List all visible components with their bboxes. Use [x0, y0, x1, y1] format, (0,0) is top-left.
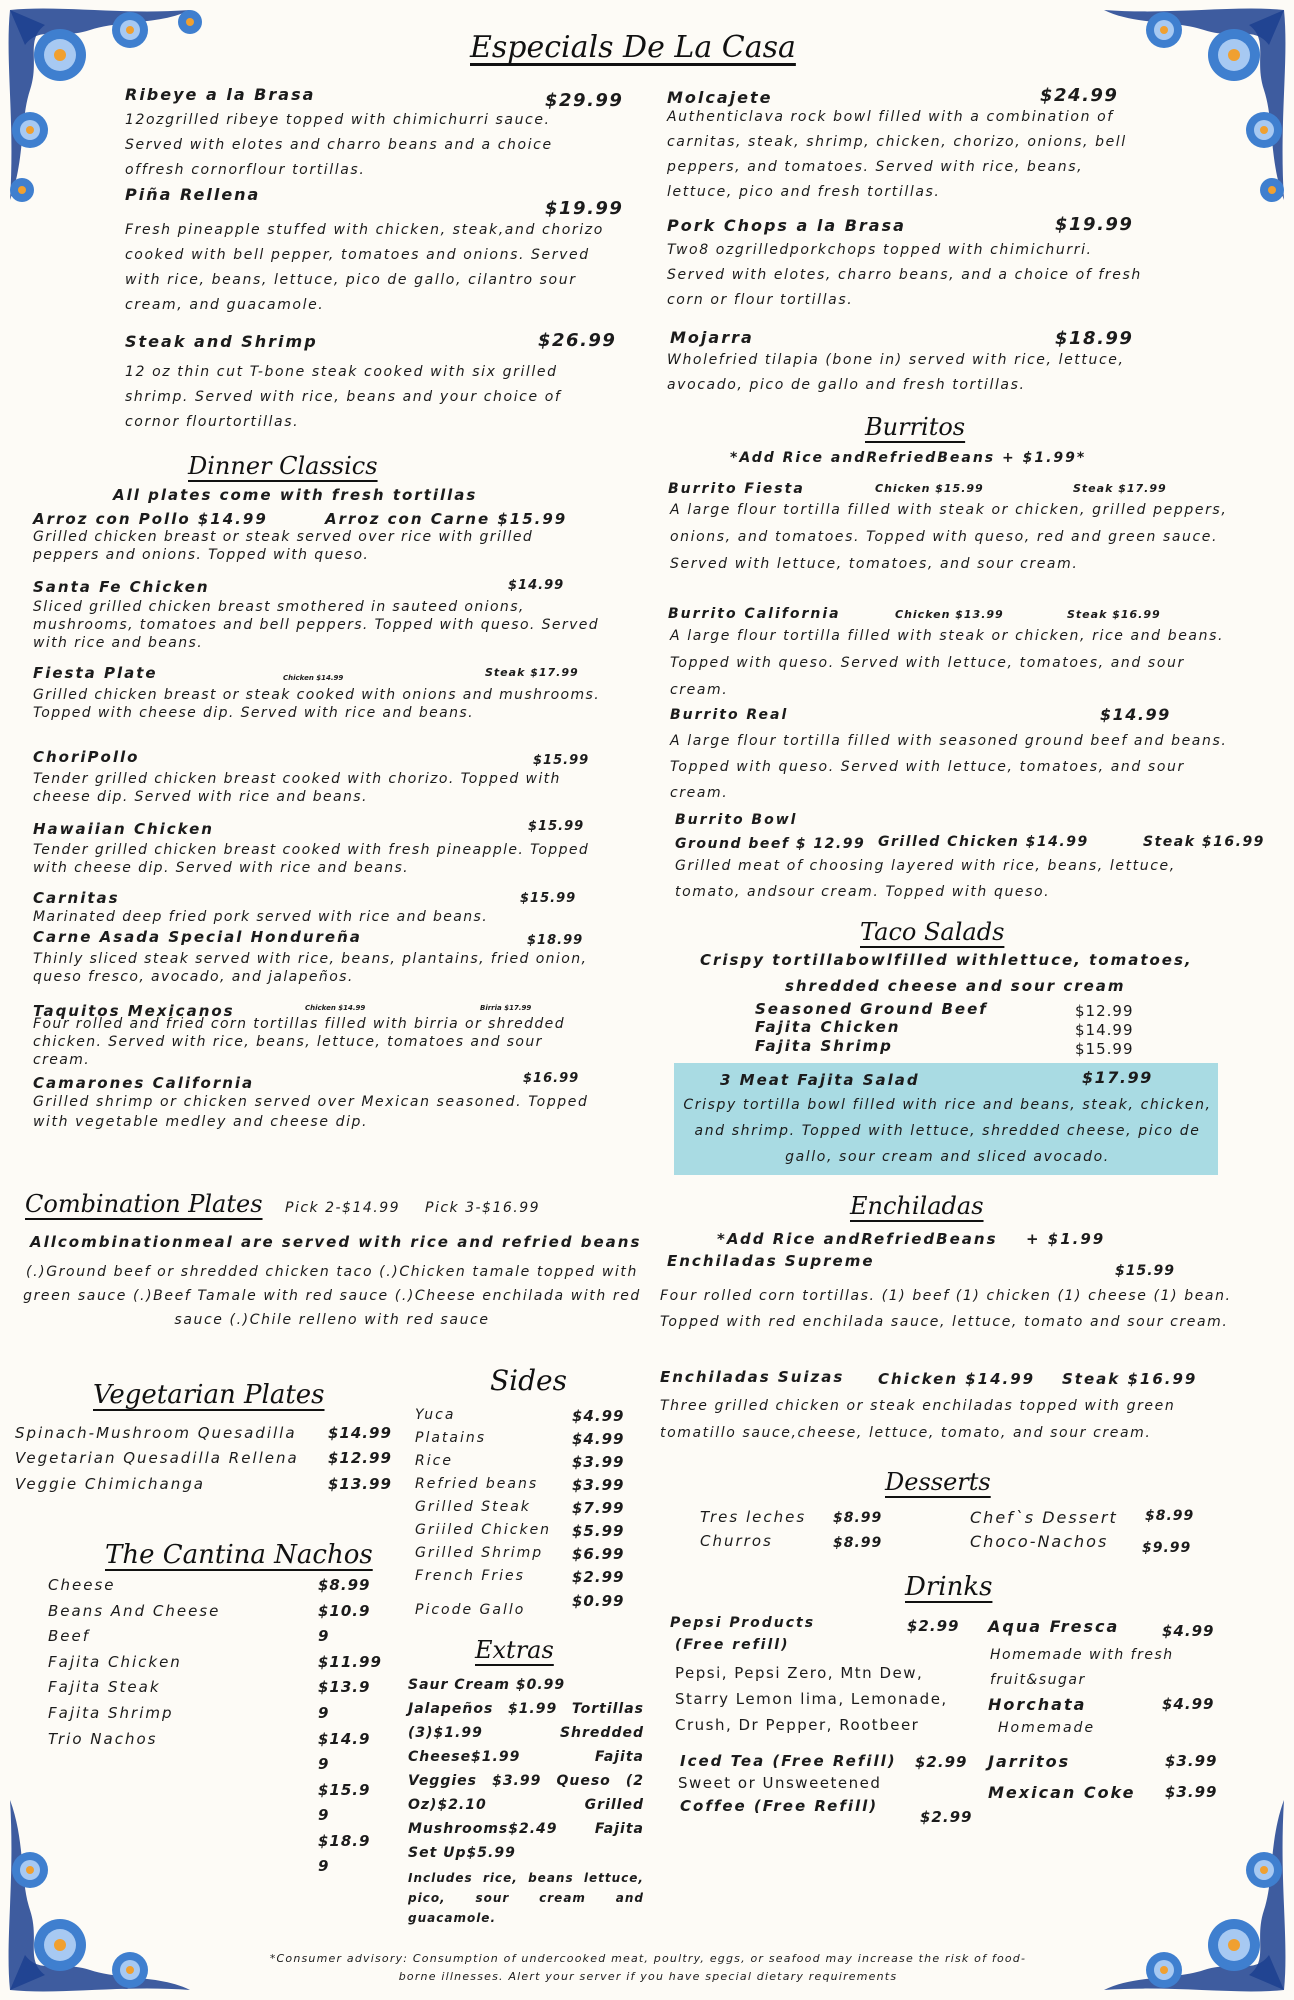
nachos-item-0-name: Cheese: [48, 1576, 116, 1594]
santa-fe-price: $14.99: [508, 578, 565, 593]
santa-fe-desc: Sliced grilled chicken breast smothered in sauteed onions, mushrooms, tomatoes and bell peppers. Topped with queso. Served with rice and beans.: [33, 599, 600, 651]
enchiladas-suizas-name: Enchiladas Suizas: [660, 1368, 845, 1386]
drink-horchata-price: $4.99: [1162, 1695, 1215, 1713]
enchiladas-supreme-name: Enchiladas Supreme: [667, 1252, 875, 1270]
consumer-advisory: *Consumer advisory: Consumption of undercooked meat, poultry, eggs, or seafood may increase the risk of food-borne illnesses. Alert your server if you have special dietary requirements: [269, 1952, 1027, 1983]
burrito-california-desc: A large flour tortilla filled with steak or chicken, rice and beans. Topped with queso. Served with lettuce, tomatoes, and sour cream.: [670, 628, 1225, 698]
taquitos-desc: Four rolled and fried corn tortillas filled with birria or shredded chicken. Served with rice, beans, lettuce, tomatoes and sour cream.: [33, 1016, 565, 1068]
ribeye-desc: 12ozgrilled ribeye topped with chimichurri sauce. Served with elotes and charro beans and a choice offresh cornorflour tortillas.: [125, 112, 553, 178]
burrito-fiesta-desc: A large flour tortilla filled with steak or chicken, grilled peppers, onions, and tomatoes. Topped with queso, red and green sauce. Served with lettuce, tomatoes, and sour cream.: [670, 502, 1228, 572]
taco-item-2-name: Fajita Shrimp: [755, 1037, 893, 1055]
drink-iced-tea-sub: Sweet or Unsweetened: [678, 1774, 882, 1792]
nachos-overflow-2: 9: [318, 1806, 330, 1824]
drink-horchata-sub: Homemade: [998, 1720, 1096, 1736]
dessert-item-3-name: Choco-Nachos: [970, 1532, 1109, 1551]
dessert-item-0-name: Tres leches: [700, 1508, 807, 1526]
side-item-6-name: Grilled Shrimp: [415, 1545, 544, 1561]
side-item-2-name: Rice: [415, 1453, 453, 1469]
fiesta-plate-name: Fiesta Plate: [33, 664, 158, 682]
burrito-california-steak: Steak $16.99: [1067, 608, 1161, 621]
combination-title: Combination Plates: [25, 1190, 263, 1218]
extras-line-3: Cheese$1.99 Fajita: [408, 1749, 644, 1765]
carnitas-price: $15.99: [520, 891, 577, 906]
pork-chops-price: $19.99: [1055, 214, 1134, 235]
taco-salads-desc2: shredded cheese and sour cream: [785, 977, 1126, 995]
carnitas-desc: Marinated deep fried pork served with rice and beans.: [33, 909, 489, 925]
arroz-carne: Arroz con Carne $15.99: [325, 510, 568, 528]
veg-item-1-name: Vegetarian Quesadilla Rellena: [15, 1449, 299, 1467]
taco-item-0-price: $12.99: [1075, 1002, 1134, 1020]
dessert-item-1-price: $8.99: [833, 1535, 883, 1551]
fiesta-plate-steak: Steak $17.99: [485, 666, 579, 679]
camarones-name: Camarones California: [33, 1074, 255, 1092]
burrito-bowl-chicken: Grilled Chicken $14.99: [878, 834, 1089, 850]
steak-shrimp-name: Steak and Shrimp: [125, 332, 318, 351]
dinner-subtitle: All plates come with fresh tortillas: [113, 486, 478, 504]
nachos-overflow-4: 9: [318, 1857, 330, 1875]
dessert-item-3-price: $9.99: [1142, 1540, 1192, 1556]
burrito-real-desc: A large flour tortilla filled with seasoned ground beef and beans. Topped with queso. Served with lettuce, tomatoes, and sour cream.: [670, 733, 1228, 801]
carne-asada-name: Carne Asada Special Hondureña: [33, 928, 362, 946]
hawaiian-desc: Tender grilled chicken breast cooked with fresh pineapple. Topped with cheese dip. Served with rice and beans.: [33, 842, 590, 876]
enchiladas-suizas-desc: Three grilled chicken or steak enchiladas topped with green tomatillo sauce,cheese, lettuce, tomato, and sour cream.: [660, 1398, 1176, 1441]
fajita-salad-name: 3 Meat Fajita Salad: [720, 1071, 920, 1089]
extras-title: Extras: [475, 1636, 554, 1664]
mojarra-price: $18.99: [1055, 328, 1134, 349]
santa-fe-name: Santa Fe Chicken: [33, 578, 210, 596]
molcajete-name: Molcajete: [667, 88, 773, 107]
ribeye-name: Ribeye a la Brasa: [125, 85, 316, 104]
nachos-item-3-name: Fajita Chicken: [48, 1653, 182, 1671]
ribeye-price: $29.99: [545, 90, 624, 111]
combination-desc: (.)Ground beef or shredded chicken taco (.)Chicken tamale topped with green sauce (.)Beef Tamale with red sauce (.)Cheese enchilada with red sauce (.)Chile relleno with red sauce: [23, 1264, 641, 1328]
nachos-item-4-price: $13.9: [318, 1678, 371, 1696]
nachos-item-5-name: Fajita Shrimp: [48, 1704, 174, 1722]
drink-pepsi-price: $2.99: [907, 1617, 960, 1635]
pork-chops-name: Pork Chops a la Brasa: [667, 216, 906, 235]
fiesta-plate-desc: Grilled chicken breast or steak cooked with onions and mushrooms. Topped with cheese dip. Served with rice and beans.: [33, 687, 601, 721]
side-item-0-price: $4.99: [572, 1407, 625, 1425]
drink-horchata-name: Horchata: [988, 1695, 1087, 1714]
burrito-fiesta-name: Burrito Fiesta: [668, 481, 805, 497]
burrito-real-price: $14.99: [1100, 705, 1171, 724]
side-item-4-name: Grilled Steak: [415, 1499, 531, 1515]
side-item-3-name: Refried beans: [415, 1476, 539, 1492]
steak-shrimp-price: $26.99: [538, 330, 617, 351]
dinner-classics-title: Dinner Classics: [188, 452, 378, 480]
veg-item-0-price: $14.99: [328, 1424, 392, 1442]
floral-corner-bottom-left-icon: [0, 1770, 230, 2000]
burrito-bowl-steak: Steak $16.99: [1143, 834, 1265, 850]
carne-asada-price: $18.99: [527, 933, 584, 948]
nachos-item-1-name: Beans And Cheese: [48, 1602, 221, 1620]
veg-item-2-name: Veggie Chimichanga: [15, 1475, 205, 1493]
side-item-8-name: Picode Gallo: [415, 1602, 526, 1618]
steak-shrimp-desc: 12 oz thin cut T-bone steak cooked with six grilled shrimp. Served with rice, beans and your choice of cornor flourtortillas.: [125, 364, 562, 430]
pork-chops-desc: Two8 ozgrilledporkchops topped with chimichurri. Served with elotes, charro beans, and a choice of fresh corn or flour tortillas.: [667, 242, 1142, 308]
nachos-overflow-3: $18.9: [318, 1832, 371, 1850]
taquitos-birria: Birria $17.99: [480, 1004, 532, 1012]
extras-line-6: Mushrooms$2.49 Fajita: [408, 1821, 644, 1837]
veg-item-2-price: $13.99: [328, 1475, 392, 1493]
fiesta-plate-chicken: Chicken $14.99: [283, 674, 344, 682]
drink-iced-tea-name: Iced Tea (Free Refill): [680, 1752, 897, 1770]
carnitas-name: Carnitas: [33, 889, 120, 907]
nachos-item-6-name: Trio Nachos: [48, 1730, 158, 1748]
camarones-desc: Grilled shrimp or chicken served over Mexican seasoned. Topped with vegetable medley and cheese dip.: [33, 1094, 589, 1130]
dessert-item-0-price: $8.99: [833, 1510, 883, 1526]
choripollo-desc: Tender grilled chicken breast cooked with chorizo. Topped with cheese dip. Served with rice and beans.: [33, 771, 561, 805]
drink-aqua-price: $4.99: [1162, 1622, 1215, 1640]
extras-line-2: (3)$1.99 Shredded: [408, 1725, 644, 1741]
burrito-bowl-desc: Grilled meat of choosing layered with rice, beans, lettuce, tomato, andsour cream. Topped with queso.: [675, 858, 1176, 900]
nachos-overflow-0: 9: [318, 1755, 330, 1773]
nachos-item-6-price: $14.9: [318, 1730, 371, 1748]
drink-coffee-price: $2.99: [920, 1808, 973, 1826]
side-item-4-price: $7.99: [572, 1499, 625, 1517]
drink-iced-tea-price: $2.99: [915, 1753, 968, 1771]
combination-pick2: Pick 2-$14.99: [285, 1200, 401, 1216]
burrito-bowl-name: Burrito Bowl: [675, 812, 798, 828]
pina-price: $19.99: [545, 198, 624, 219]
taco-item-0-name: Seasoned Ground Beef: [755, 1000, 988, 1018]
burrito-california-chicken: Chicken $13.99: [895, 608, 1004, 621]
side-item-7-name: French Fries: [415, 1568, 525, 1584]
enchiladas-supreme-desc: Four rolled corn tortillas. (1) beef (1) chicken (1) cheese (1) bean. Topped with red enchilada sauce, lettuce, tomato and sour cream.: [660, 1288, 1232, 1330]
pina-desc: Fresh pineapple stuffed with chicken, steak,and chorizo cooked with bell pepper, tomatoes and onions. Served with rice, beans, lettuce, pico de gallo, cilantro sour cream, and guacamole.: [125, 222, 604, 313]
nachos-overflow-1: $15.9: [318, 1781, 371, 1799]
sides-title: Sides: [490, 1364, 567, 1397]
side-item-7-price: $2.99: [572, 1568, 625, 1586]
nachos-item-1-price: $10.9: [318, 1602, 371, 1620]
vegetarian-title: Vegetarian Plates: [93, 1380, 325, 1410]
taco-item-1-price: $14.99: [1075, 1021, 1134, 1039]
combination-note: Allcombinationmeal are served with rice and refried beans: [30, 1233, 642, 1251]
carne-asada-desc: Thinly sliced steak served with rice, beans, plantains, fried onion, queso fresco, avocado, and jalapeños.: [33, 951, 588, 985]
page-title: Especials De La Casa: [470, 30, 796, 65]
extras-note: Includes rice, beans lettuce, pico, sour cream and guacamole.: [408, 1871, 644, 1925]
side-item-1-price: $4.99: [572, 1430, 625, 1448]
burrito-bowl-ground: Ground beef $ 12.99: [675, 836, 866, 852]
nachos-item-5-price: 9: [318, 1704, 330, 1722]
desserts-title: Desserts: [885, 1468, 991, 1496]
enchiladas-note: *Add Rice andRefriedBeans: [717, 1230, 998, 1248]
drink-aqua-sub: Homemade with fresh fruit&sugar: [990, 1647, 1174, 1688]
floral-corner-bottom-right-icon: [1064, 1770, 1294, 2000]
extras-line-5: Oz)$2.10 Grilled: [408, 1797, 644, 1813]
taco-item-1-name: Fajita Chicken: [755, 1018, 901, 1036]
side-item-2-price: $3.99: [572, 1453, 625, 1471]
pina-name: Piña Rellena: [125, 185, 261, 204]
hawaiian-price: $15.99: [528, 819, 585, 834]
choripollo-price: $15.99: [533, 753, 590, 768]
drink-coke-name: Mexican Coke: [988, 1783, 1136, 1802]
side-item-3-price: $3.99: [572, 1476, 625, 1494]
drinks-title: Drinks: [905, 1572, 993, 1602]
extras-line-0: Saur Cream $0.99: [408, 1677, 566, 1693]
burrito-fiesta-chicken: Chicken $15.99: [875, 482, 984, 495]
extras-line-4: Veggies $3.99 Queso (2: [408, 1773, 644, 1789]
enchiladas-suizas-chicken: Chicken $14.99: [878, 1370, 1036, 1388]
taquitos-name: Taquitos Mexicanos: [33, 1002, 235, 1020]
hawaiian-name: Hawaiian Chicken: [33, 820, 214, 838]
drink-aqua-name: Aqua Fresca: [988, 1617, 1120, 1636]
extras-line-7: Set Up$5.99: [408, 1845, 516, 1861]
enchiladas-title: Enchiladas: [850, 1192, 984, 1220]
drink-jarritos-name: Jarritos: [988, 1752, 1071, 1771]
drink-coffee-name: Coffee (Free Refill): [680, 1797, 879, 1815]
drink-jarritos-price: $3.99: [1165, 1752, 1218, 1770]
burrito-california-name: Burrito California: [668, 606, 841, 622]
taco-salads-desc1: Crispy tortillabowlfilled withlettuce, tomatoes,: [700, 951, 1193, 969]
side-item-5-price: $5.99: [572, 1522, 625, 1540]
nachos-item-3-price: $11.99: [318, 1653, 382, 1671]
side-item-8-price: $0.99: [572, 1592, 625, 1610]
dessert-item-2-name: Chef`s Dessert: [970, 1508, 1118, 1527]
side-item-5-name: Griiled Chicken: [415, 1522, 552, 1538]
nachos-item-2-name: Beef: [48, 1627, 91, 1645]
side-item-0-name: Yuca: [415, 1407, 456, 1423]
enchiladas-supreme-price: $15.99: [1115, 1263, 1176, 1279]
extras-line-1: Jalapeños $1.99 Tortillas: [408, 1701, 644, 1717]
combination-pick3: Pick 3-$16.99: [425, 1200, 541, 1216]
nachos-item-4-name: Fajita Steak: [48, 1678, 161, 1696]
side-item-1-name: Platains: [415, 1430, 487, 1446]
enchiladas-suizas-steak: Steak $16.99: [1062, 1370, 1198, 1388]
drink-pepsi-sub: (Free refill): [675, 1637, 790, 1653]
veg-item-0-name: Spinach-Mushroom Quesadilla: [15, 1424, 297, 1442]
arroz-pollo: Arroz con Pollo $14.99: [33, 510, 268, 528]
mojarra-name: Mojarra: [670, 328, 754, 347]
fajita-salad-price: $17.99: [1082, 1068, 1153, 1087]
taco-item-2-price: $15.99: [1075, 1040, 1134, 1058]
molcajete-price: $24.99: [1040, 85, 1119, 106]
fajita-salad-desc: Crispy tortilla bowl filled with rice and beans, steak, chicken, and shrimp. Topped with lettuce, shredded cheese, pico de gallo, sour cream and sliced avocado.: [683, 1097, 1212, 1165]
nachos-item-0-price: $8.99: [318, 1576, 371, 1594]
burritos-title: Burritos: [865, 413, 966, 441]
camarones-price: $16.99: [523, 1071, 580, 1086]
dessert-item-2-price: $8.99: [1145, 1508, 1195, 1524]
arroz-desc: Grilled chicken breast or steak served over rice with grilled peppers and onions. Topped with queso.: [33, 529, 534, 563]
burrito-fiesta-steak: Steak $17.99: [1073, 482, 1167, 495]
veg-item-1-price: $12.99: [328, 1449, 392, 1467]
drink-pepsi-list: Pepsi, Pepsi Zero, Mtn Dew, Starry Lemon lima, Lemonade, Crush, Dr Pepper, Rootbeer: [675, 1664, 948, 1734]
burritos-note: *Add Rice andRefriedBeans + $1.99*: [730, 450, 1087, 466]
dessert-item-1-name: Churros: [700, 1532, 773, 1550]
mojarra-desc: Wholefried tilapia (bone in) served with rice, lettuce, avocado, pico de gallo and fresh tortillas.: [667, 352, 1125, 393]
nachos-item-2-price: 9: [318, 1627, 330, 1645]
enchiladas-note-price: + $1.99: [1026, 1230, 1106, 1248]
burrito-real-name: Burrito Real: [670, 707, 789, 723]
drink-coke-price: $3.99: [1165, 1783, 1218, 1801]
taquitos-chicken: Chicken $14.99: [305, 1004, 366, 1012]
nachos-title: The Cantina Nachos: [105, 1540, 373, 1570]
drink-pepsi-name: Pepsi Products: [670, 1615, 816, 1631]
side-item-6-price: $6.99: [572, 1545, 625, 1563]
taco-salads-title: Taco Salads: [860, 918, 1005, 946]
molcajete-desc: Authenticlava rock bowl filled with a combination of carnitas, steak, shrimp, chicken, chorizo, onions, bell peppers, and tomatoes. Served with rice, beans, lettuce, pico and fresh tortillas.: [667, 109, 1127, 200]
choripollo-name: ChoriPollo: [33, 748, 140, 766]
